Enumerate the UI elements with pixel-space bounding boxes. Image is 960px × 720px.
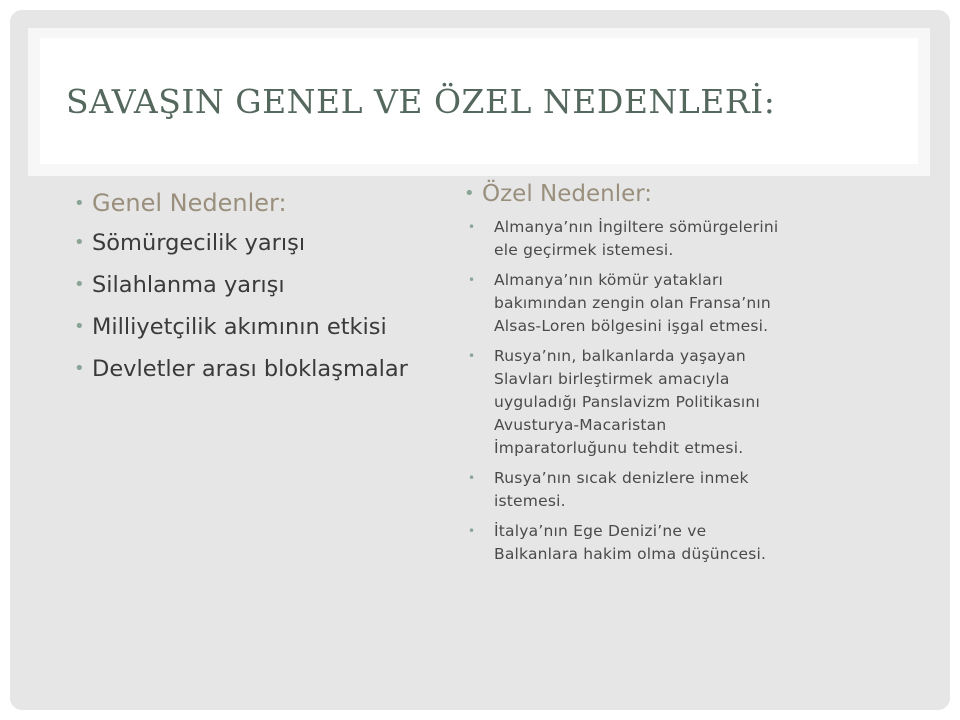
general-causes-heading-text: Genel Nedenler: <box>92 189 287 217</box>
general-causes-list <box>72 228 412 384</box>
title-frame <box>28 28 930 176</box>
list-item <box>72 228 412 258</box>
list-item-text: Devletler arası bloklaşmalar <box>92 356 408 382</box>
bullet-icon: • <box>74 358 85 379</box>
specific-causes-heading-text: Özel Nedenler: <box>482 181 653 207</box>
list-item <box>462 269 792 338</box>
bullet-icon: • <box>74 274 85 295</box>
list-item <box>72 354 412 384</box>
list-item-text: Almanya’nın İngiltere sömürgelerini ele geçirmek istemesi. <box>494 218 779 259</box>
list-item-text: İtalya’nın Ege Denizi’ne ve Balkanlara hakim olma düşüncesi. <box>494 522 767 563</box>
list-item <box>72 270 412 300</box>
list-item-text: Sömürgecilik yarışı <box>92 230 306 256</box>
list-item <box>462 345 792 460</box>
list-item-text: Milliyetçilik akımının etkisi <box>92 314 387 340</box>
bullet-icon: • <box>468 220 476 234</box>
list-item <box>462 467 792 513</box>
bullet-icon: • <box>464 183 475 204</box>
bullet-icon: • <box>468 524 476 538</box>
specific-causes-column <box>462 180 792 573</box>
specific-causes-heading <box>462 180 792 208</box>
bullet-icon: • <box>468 349 476 363</box>
list-item-text: Rusya’nın sıcak denizlere inmek istemesi. <box>494 469 749 510</box>
title-box <box>40 38 918 164</box>
general-causes-column <box>72 188 412 396</box>
bullet-icon: • <box>74 232 85 253</box>
list-item-text: Almanya’nın kömür yatakları bakımından zengin olan Fransa’nın Alsas-Loren bölgesini işgal etmesi. <box>494 271 771 335</box>
general-causes-heading <box>72 188 412 218</box>
slide <box>10 10 950 710</box>
list-item-text: Silahlanma yarışı <box>92 272 285 298</box>
list-item <box>462 520 792 566</box>
slide-title: SAVAŞIN GENEL VE ÖZEL NEDENLERİ: <box>66 81 776 121</box>
bullet-icon: • <box>468 273 476 287</box>
bullet-icon: • <box>468 471 476 485</box>
list-item <box>72 312 412 342</box>
bullet-icon: • <box>74 193 85 214</box>
list-item-text: Rusya’nın, balkanlarda yaşayan Slavları birleştirmek amacıyla uyguladığı Panslavizm Politikasını Avusturya-Macaristan İmparatorluğunu tehdit etmesi. <box>494 347 760 457</box>
bullet-icon: • <box>74 316 85 337</box>
specific-causes-list <box>462 216 792 566</box>
list-item <box>462 216 792 262</box>
